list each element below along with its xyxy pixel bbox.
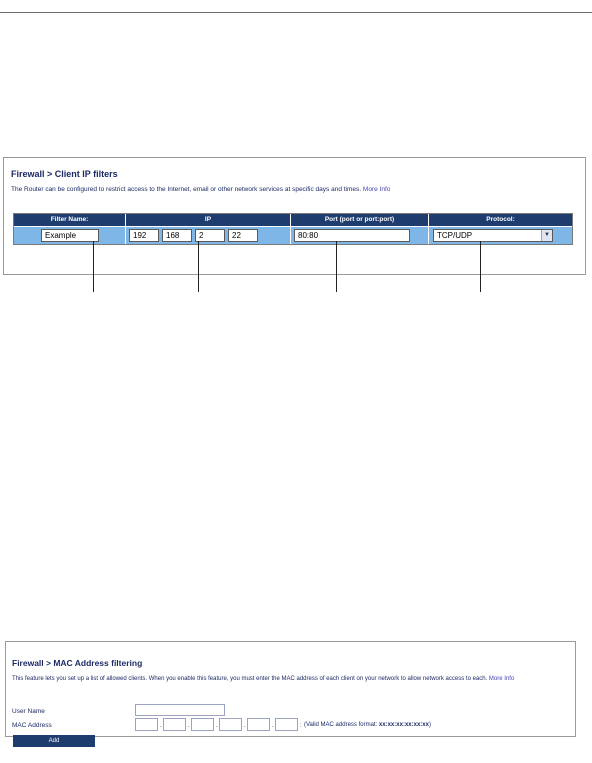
page-top-rule [0,12,592,13]
user-name-input[interactable] [135,704,225,716]
mac-separator: . [188,723,190,729]
mac-separator: : [300,723,302,729]
panel-title: Firewall > MAC Address filtering [12,658,143,668]
header-filter-name: Filter Name: [14,214,126,226]
header-protocol: Protocol: [486,216,515,223]
mac-separator: . [272,723,274,729]
callout-line-protocol [480,241,481,292]
mac-separator: . [244,723,246,729]
panel-description: The Router can be configured to restrict access to the Internet, email or other network services at specific days and times. More Info [11,186,391,193]
callout-line-port [336,241,337,292]
callout-line-filter-name [93,241,94,292]
mac-octet-3-input[interactable] [191,718,214,731]
mac-octet-4-input[interactable] [219,718,242,731]
mac-separator: . [160,723,162,729]
mac-format-hint: (Valid MAC address format: xx:xx:xx:xx:xx:xx) [304,722,431,728]
ip-octet-3-input[interactable]: 2 [195,229,225,242]
mac-octet-2-input[interactable] [163,718,186,731]
add-button[interactable]: Add [13,735,95,747]
mac-address-filtering-panel [5,641,576,744]
mac-octet-1-input[interactable] [135,718,158,731]
user-name-label: User Name [12,708,45,715]
mac-address-label: MAC Address [12,722,52,729]
more-info-link[interactable]: More Info [362,186,391,193]
ip-octet-4-input[interactable]: 22 [228,229,258,242]
mac-octet-5-input[interactable] [247,718,270,731]
ip-octet-1-input[interactable]: 192 [129,229,159,242]
mac-octet-6-input[interactable] [275,718,298,731]
cell-filter-name [14,227,126,244]
more-info-link[interactable]: More Info [488,676,515,682]
ip-octet-2-input[interactable]: 168 [162,229,192,242]
chevron-down-icon[interactable]: ▼ [541,230,552,241]
callout-line-ip [198,241,199,292]
table-header [14,214,572,226]
header-ip: IP [126,214,291,226]
panel-description: This feature lets you set up a list of allowed clients. When you enable this feature, you must enter the MAC address of each client on your network to allow network access to each. More Info [12,676,515,682]
port-input[interactable]: 80:80 [294,229,410,242]
filter-name-input[interactable]: Example [41,229,99,242]
cell-protocol [429,227,572,244]
client-ip-filters-panel [3,157,586,275]
protocol-select-value: TCP/UDP [437,231,473,240]
mac-separator: . [216,723,218,729]
header-port: Port (port or port:port) [291,214,429,226]
panel-title: Firewall > Client IP filters [11,169,118,179]
client-ip-filter-table [13,213,573,245]
cell-ip [126,227,291,244]
table-row [14,226,572,244]
protocol-select[interactable] [433,229,553,242]
cell-port [291,227,429,244]
